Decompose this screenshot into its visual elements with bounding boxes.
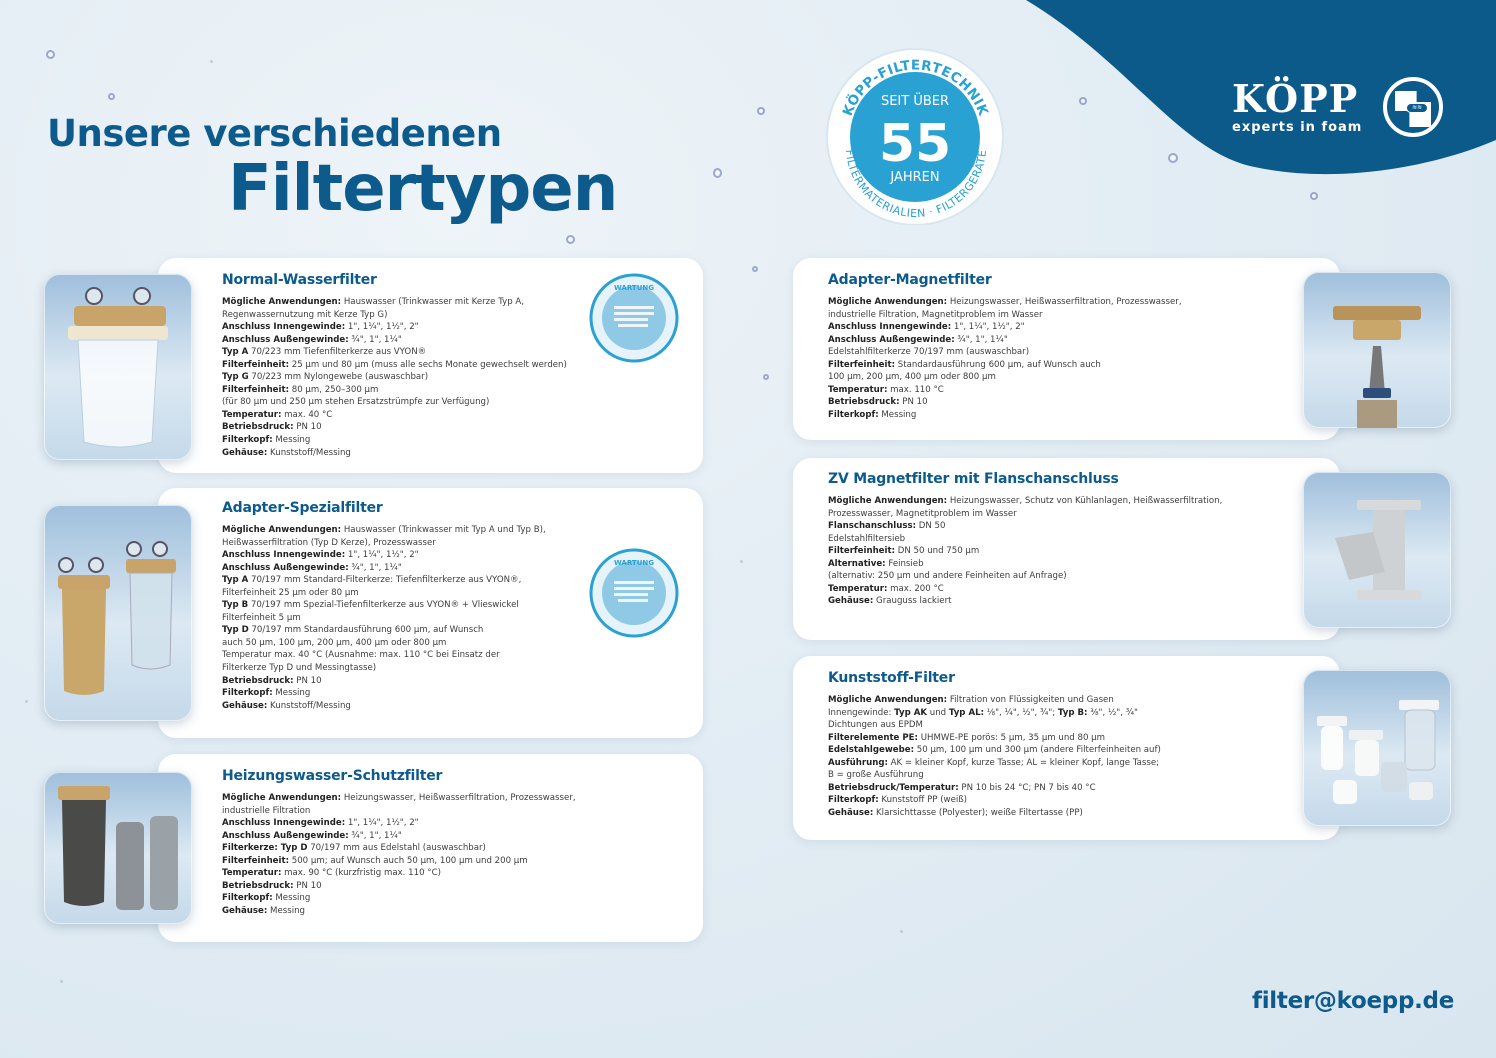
wartung-maintenance-badge-icon (580, 545, 688, 641)
heizungswasser-schutzfilter-photo (44, 772, 192, 924)
card-specs (222, 792, 576, 917)
spec-line: 100 µm, 200 µm, 400 µm oder 800 µm (828, 372, 996, 383)
logo-wordmark: KÖPP (1232, 76, 1359, 121)
spec-line: Gehäuse: Messing (222, 905, 305, 916)
spec-line: Filterfeinheit 25 µm oder 80 µm (222, 587, 359, 598)
svg-text:KÖPP-FILTERTECHNIK: KÖPP-FILTERTECHNIK (839, 57, 992, 119)
spec-line: Edelstahlgewebe: 50 µm, 100 µm und 300 µm (andere Filterfeinheiten auf) (828, 745, 1161, 756)
adapter-spezialfilter-photo (44, 505, 192, 721)
spec-line: Mögliche Anwendungen: Filtration von Flüssigkeiten und Gasen (828, 695, 1114, 705)
spec-line: Filterfeinheit: 500 µm; auf Wunsch auch 50 µm, 100 µm und 200 µm (222, 855, 528, 866)
spec-line: Mögliche Anwendungen: Heizungswasser, Heißwasserfiltration, Prozesswasser, (828, 297, 1182, 307)
spec-line: Ausführung: AK = kleiner Kopf, kurze Tasse; AL = kleiner Kopf, lange Tasse; (828, 757, 1160, 768)
spec-line: industrielle Filtration, Magnetitproblem im Wasser (828, 309, 1043, 320)
spec-line: auch 50 µm, 100 µm, 200 µm, 400 µm oder 800 µm (222, 637, 447, 648)
page-title-line2: Filtertypen (228, 152, 618, 226)
water-bubble-decoration (763, 374, 769, 380)
spec-line: Mögliche Anwendungen: Hauswasser (Trinkwasser mit Typ A und Typ B), (222, 525, 546, 535)
spec-line: Alternative: Feinsieb (828, 558, 924, 569)
spec-line: Mögliche Anwendungen: Heizungswasser, Heißwasserfiltration, Prozesswasser, (222, 793, 576, 803)
spec-line: Filterkerze Typ D und Messingtasse) (222, 663, 377, 674)
spec-line: Gehäuse: Kunststoff/Messing (222, 700, 351, 711)
speck-decoration (210, 60, 213, 63)
spec-line: Betriebsdruck: PN 10 (222, 422, 322, 433)
normal-wasserfilter-photo (44, 274, 192, 460)
spec-line: Filterkopf: Kunststoff PP (weiß) (828, 795, 968, 806)
spec-line: Gehäuse: Grauguss lackiert (828, 596, 952, 607)
wartung-maintenance-badge-icon (580, 270, 688, 366)
spec-line: Filterkopf: Messing (222, 435, 311, 446)
spec-line: Typ G 70/223 mm Nylongewebe (auswaschbar) (222, 372, 429, 383)
speck-decoration (740, 560, 743, 563)
water-bubble-decoration (757, 107, 765, 115)
spec-line: B = große Ausführung (828, 770, 924, 781)
koepp-logo-mark-icon: ≋≋ (1383, 77, 1443, 137)
spec-line: Flanschanschluss: DN 50 (828, 521, 946, 532)
spec-line: Filterkopf: Messing (222, 688, 311, 699)
card-specs (222, 524, 546, 712)
spec-line: Mögliche Anwendungen: Hauswasser (Trinkwasser mit Kerze Typ A, (222, 297, 524, 307)
spec-line: Anschluss Innengewinde: 1", 1¼", 1½", 2" (222, 818, 419, 829)
spec-line: Dichtungen aus EPDM (828, 720, 923, 731)
spec-line: Gehäuse: Klarsichttasse (Polyester); weiße Filtertasse (PP) (828, 807, 1083, 818)
spec-line: Filterkerze: Typ D 70/197 mm aus Edelstahl (auswaschbar) (222, 843, 486, 854)
zv-magnetfilter-photo (1303, 472, 1451, 628)
spec-line: Anschluss Innengewinde: 1", 1¼", 1½", 2" (222, 322, 419, 333)
spec-line: (für 80 µm und 250 µm stehen Ersatzstrümpfe zur Verfügung) (222, 397, 490, 408)
spec-line: Betriebsdruck: PN 10 (222, 880, 322, 891)
spec-line: Gehäuse: Kunststoff/Messing (222, 447, 351, 458)
water-bubble-decoration (108, 93, 115, 100)
spec-line: Filterfeinheit: DN 50 und 750 µm (828, 546, 980, 557)
spec-line: Typ D 70/197 mm Standardausführung 600 µm, auf Wunsch (222, 625, 484, 636)
spec-line: industrielle Filtration (222, 805, 311, 816)
spec-line: Heißwasserfiltration (Typ D Kerze), Prozesswasser (222, 537, 436, 548)
card-specs (222, 296, 567, 459)
koepp-logo[interactable] (1232, 76, 1363, 135)
spec-line: Filterkopf: Messing (828, 409, 917, 420)
svg-text:JAHREN: JAHREN (890, 170, 940, 185)
card-title: Adapter-Magnetfilter (828, 272, 992, 288)
spec-line: Temperatur: max. 40 °C (222, 409, 333, 420)
spec-line: Betriebsdruck/Temperatur: PN 10 bis 24 °C; PN 7 bis 40 °C (828, 782, 1096, 793)
page-title-line1: Unsere verschiedenen (47, 112, 502, 155)
water-bubble-decoration (752, 266, 758, 272)
spec-line: Anschluss Innengewinde: 1", 1¼", 1½", 2" (828, 322, 1025, 333)
spec-line: Innengewinde: Typ AK und Typ AL: ⅛", ¼", ½", ¾"; Typ B: ⅜", ½", ¾" (828, 707, 1138, 718)
card-title: Adapter-Spezialfilter (222, 500, 383, 516)
spec-line: Anschluss Außengewinde: ¾", 1", 1¼" (828, 334, 1008, 345)
water-bubble-decoration (46, 50, 55, 59)
svg-text:WARTUNG: WARTUNG (614, 284, 654, 292)
speck-decoration (25, 700, 28, 703)
speck-decoration (900, 930, 903, 933)
spec-line: Filterelemente PE: UHMWE-PE porös: 5 µm, 35 µm und 80 µm (828, 732, 1105, 743)
spec-line: Typ A 70/197 mm Standard-Filterkerze: Tiefenfilterkerze aus VYON®, (222, 575, 522, 586)
anniversary-seal-icon (818, 45, 1013, 225)
spec-line: Betriebsdruck: PN 10 (828, 397, 928, 408)
spec-line: Typ B 70/197 mm Spezial-Tiefenfilterkerze aus VYON® + Vlieswickel (222, 600, 519, 611)
spec-line: Temperatur: max. 110 °C (828, 384, 944, 395)
speck-decoration (60, 980, 63, 983)
water-bubble-decoration (566, 235, 575, 244)
card-specs (828, 296, 1182, 421)
contact-email-link[interactable]: filter@koepp.de (1252, 988, 1455, 1014)
spec-line: Filterfeinheit 5 µm (222, 612, 301, 623)
card-title: Kunststoff-Filter (828, 670, 955, 686)
card-specs (828, 495, 1222, 608)
spec-line: Anschluss Außengewinde: ¾", 1", 1¼" (222, 830, 402, 841)
svg-text:FILTERMATERIALIEN · FILTERGERÄ: FILTERMATERIALIEN · FILTERGERÄTE (842, 148, 990, 221)
spec-line: Temperatur max. 40 °C (Ausnahme: max. 110 °C bei Einsatz der (222, 650, 500, 661)
spec-line: Anschluss Außengewinde: ¾", 1", 1¼" (222, 334, 402, 345)
kunststoff-filter-photo (1303, 670, 1451, 826)
svg-text:SEIT ÜBER: SEIT ÜBER (880, 94, 950, 109)
water-bubble-decoration (713, 168, 722, 178)
spec-line: Mögliche Anwendungen: Heizungswasser, Schutz von Kühlanlagen, Heißwasserfiltration, (828, 496, 1223, 506)
spec-line: Edelstahlfilterkerze 70/197 mm (auswaschbar) (828, 347, 1030, 358)
svg-text:WARTUNG: WARTUNG (614, 559, 654, 567)
card-title: Heizungswasser-Schutzfilter (222, 768, 443, 784)
water-bubble-decoration (1310, 192, 1318, 200)
card-title: Normal-Wasserfilter (222, 272, 377, 288)
spec-line: Temperatur: max. 90 °C (kurzfristig max. 110 °C) (222, 868, 441, 879)
spec-line: Betriebsdruck: PN 10 (222, 675, 322, 686)
spec-line: (alternativ: 250 µm und andere Feinheiten auf Anfrage) (828, 571, 1067, 582)
spec-line: Regenwassernutzung mit Kerze Typ G) (222, 309, 388, 320)
spec-line: Typ A 70/223 mm Tiefenfilterkerze aus VYON® (222, 347, 427, 358)
spec-line: Temperatur: max. 200 °C (828, 583, 944, 594)
spec-line: Anschluss Außengewinde: ¾", 1", 1¼" (222, 562, 402, 573)
svg-text:55: 55 (878, 114, 952, 174)
logo-tagline: experts in foam (1232, 120, 1363, 135)
card-title: ZV Magnetfilter mit Flanschanschluss (828, 471, 1119, 487)
spec-line: Filterfeinheit: Standardausführung 600 µm, auf Wunsch auch (828, 359, 1101, 370)
spec-line: Filterfeinheit: 25 µm und 80 µm (muss alle sechs Monate gewechselt werden) (222, 359, 567, 370)
spec-line: Prozesswasser, Magnetitproblem im Wasser (828, 508, 1017, 519)
card-specs (828, 694, 1161, 819)
spec-line: Filterkopf: Messing (222, 893, 311, 904)
spec-line: Anschluss Innengewinde: 1", 1¼", 1½", 2" (222, 550, 419, 561)
spec-line: Filterfeinheit: 80 µm, 250–300 µm (222, 384, 379, 395)
adapter-magnetfilter-photo (1303, 272, 1451, 428)
spec-line: Edelstahlfiltersieb (828, 533, 906, 544)
